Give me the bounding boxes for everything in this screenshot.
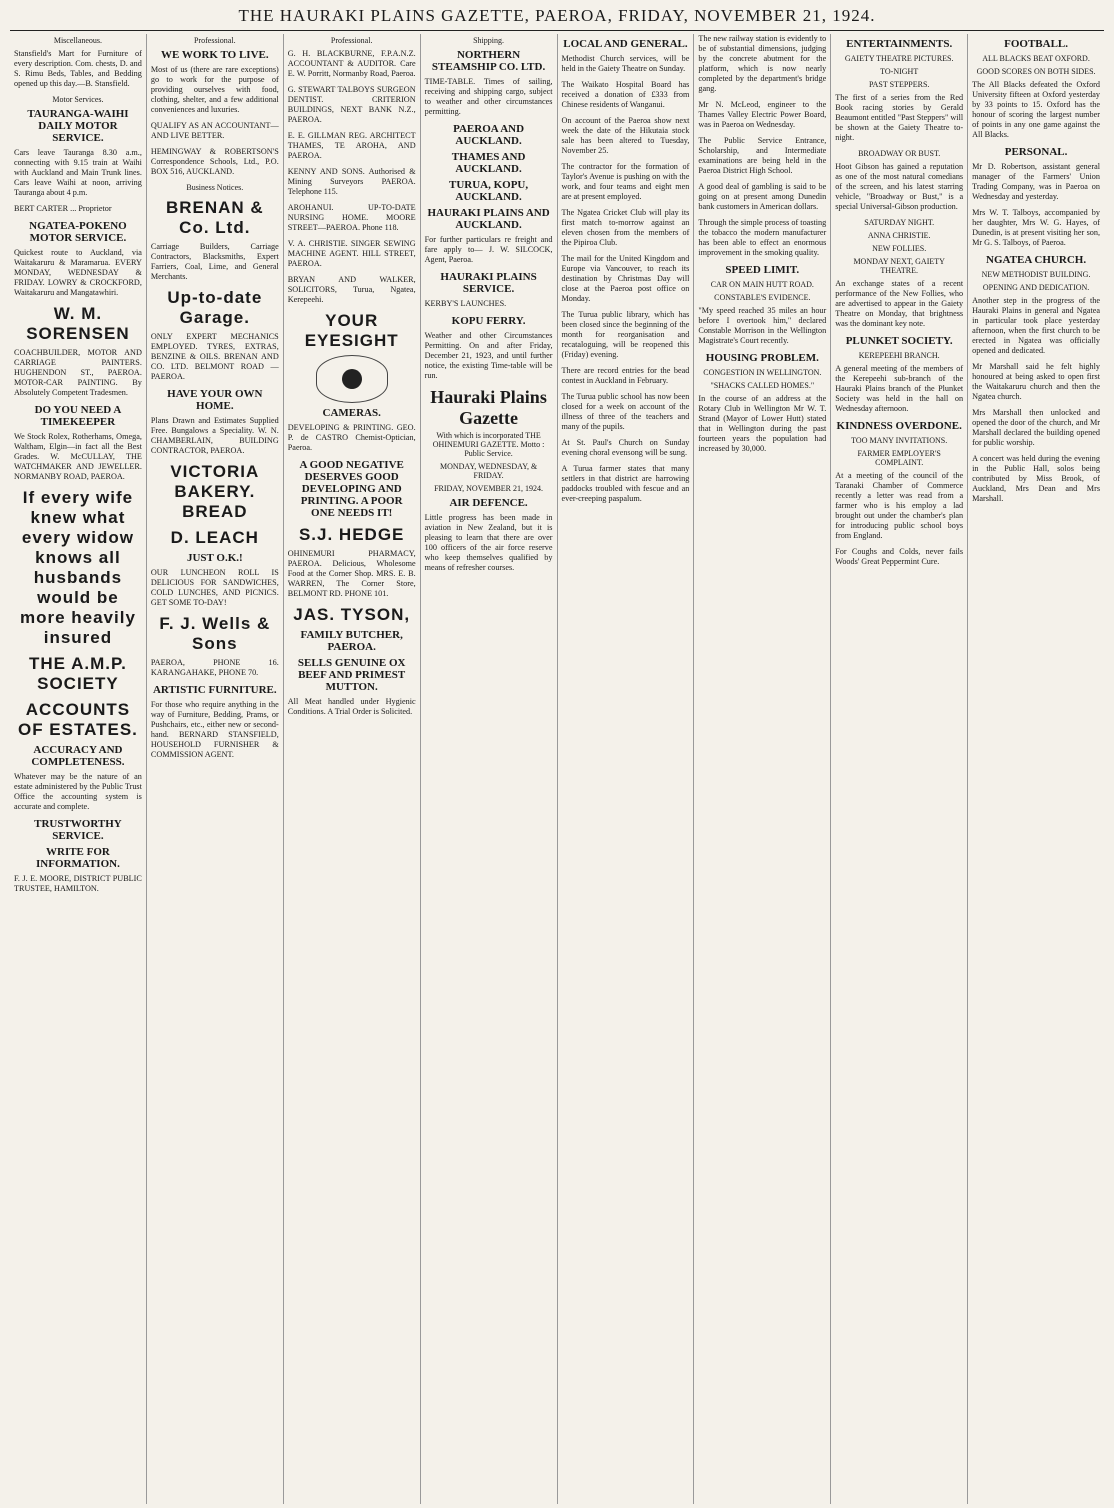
article-text: V. A. CHRISTIE. SINGER SEWING MACHINE AGENT. HILL STREET, PAEROA. <box>287 239 416 268</box>
column-8 <box>968 34 1104 1504</box>
heading: LOCAL AND GENERAL. <box>563 38 688 50</box>
article-text: A concert was held during the evening in the Public Hall, solos being contributed by Miss Brook, of Auckland, Mrs Dean and Mrs Marshall. <box>972 454 1100 503</box>
article-text: The mail for the United Kingdom and Europe via Vancouver, to reach its destination by Christmas Day will close at the Paeroa post office on Monday. <box>561 254 690 303</box>
heading: WE WORK TO LIVE. <box>161 49 269 61</box>
page-masthead: THE HAURAKI PLAINS GAZETTE, PAEROA, FRIDAY, NOVEMBER 21, 1924. <box>238 6 876 25</box>
heading: AIR DEFENCE. <box>449 497 528 509</box>
heading: NEW FOLLIES. <box>872 244 927 253</box>
article-text: QUALIFY AS AN ACCOUNTANT—AND LIVE BETTER. <box>150 121 279 140</box>
heading: THAMES AND AUCKLAND. <box>451 151 526 175</box>
heading: PLUNKET SOCIETY. <box>845 335 953 347</box>
heading: TOO MANY INVITATIONS. <box>851 436 948 445</box>
heading: KINDNESS OVERDONE. <box>836 420 962 432</box>
article-text: In the course of an address at the Rotary Club in Wellington Mr W. T. Strand (Mayor of Lower Hutt) stated that in Wellington during the past fourteen years the population had increased by 30,000. <box>698 394 827 453</box>
columns <box>10 34 1104 1504</box>
heading: Up-to-date Garage. <box>167 288 263 327</box>
article-text: KERBY'S LAUNCHES. <box>424 299 507 308</box>
article-text: The Public Service Entrance, Scholarship, and Intermediate examinations are being held in the Paeroa District High School. <box>698 136 827 175</box>
heading: FAMILY BUTCHER, PAEROA. <box>300 629 403 653</box>
article-text: ONLY EXPERT MECHANICS EMPLOYED. TYRES, EXTRAS, BENZINE & OILS. BRENAN AND CO. LTD. BELMONT ROAD — PAEROA. <box>150 332 279 381</box>
heading: NGATEA CHURCH. <box>986 254 1087 266</box>
column-5 <box>558 34 695 1504</box>
heading: ACCURACY AND COMPLETENESS. <box>31 744 125 768</box>
column-2 <box>147 34 284 1504</box>
article-text: The Waikato Hospital Board has received a donation of £333 from Chinese residents of Wanganui. <box>561 80 690 109</box>
heading: TO-NIGHT <box>880 67 919 76</box>
heading: JAS. TYSON, <box>293 605 411 624</box>
heading: CAR ON MAIN HUTT ROAD. <box>710 280 814 289</box>
article-text: OUR LUNCHEON ROLL IS DELICIOUS FOR SANDWICHES, COLD LUNCHES, AND PICNICS. GET SOME TO-DAY! <box>150 568 279 607</box>
heading: ALL BLACKS BEAT OXFORD. <box>982 54 1090 63</box>
article-text: A general meeting of the members of the Kerepeehi sub-branch of the Hauraki Plains branch of the Plunket Society was held in the hall on Wednesday afternoon. <box>835 364 964 413</box>
heading: ACCOUNTS OF ESTATES. <box>17 700 138 739</box>
article-text: The Turua public school has now been closed for a week on account of the illness of three of the teachers and many of the pupils. <box>561 392 690 431</box>
heading: PAEROA AND AUCKLAND. <box>453 123 525 147</box>
heading: A GOOD NEGATIVE DESERVES GOOD DEVELOPING AND PRINTING. A POOR ONE NEEDS IT! <box>299 459 404 519</box>
heading: NEW METHODIST BUILDING. <box>981 270 1091 279</box>
heading: TAURANGA-WAIHI DAILY MOTOR SERVICE. <box>27 108 129 144</box>
heading: CONGESTION IN WELLINGTON. <box>703 368 822 377</box>
heading: NORTHERN STEAMSHIP CO. LTD. <box>431 49 546 73</box>
article-text: The first of a series from the Red Book racing stories by Gerald Beaumont entitled "Past Steppers" will be shown at the Gaiety Theatre to-night. <box>835 93 964 142</box>
heading: OPENING AND DEDICATION. <box>982 283 1090 292</box>
heading: FOOTBALL. <box>1004 38 1068 50</box>
heading: KEREPEEHI BRANCH. <box>858 351 940 360</box>
heading: Business Notices. <box>186 183 244 192</box>
article-text: A good deal of gambling is said to be going on at present among Dunedin bank customers in American dollars. <box>698 182 827 211</box>
article-text: G. STEWART TALBOYS SURGEON DENTIST. CRITERION BUILDINGS, NEXT BANK N.Z., PAEROA. <box>287 85 416 124</box>
heading: Motor Services. <box>52 95 104 104</box>
article-text: The All Blacks defeated the Oxford University fifteen at Oxford yesterday by 33 points to 15. Oxford has the honour of scoring the largest number of points in any one game against the All Blacks. <box>972 80 1100 139</box>
heading: Shipping. <box>473 36 505 45</box>
heading: MONDAY NEXT, GAIETY THEATRE. <box>853 257 945 275</box>
heading: SATURDAY NIGHT. <box>864 218 935 227</box>
heading: CAMERAS. <box>322 407 381 419</box>
article-text: "My speed reached 35 miles an hour before I overtook him," declared Constable Morrison in the Wellington Magistrate's Court recently. <box>698 306 827 345</box>
article-text: Little progress has been made in aviation in New Zealand, but it is pleasing to learn that there are over 100 officers of the air force reserve who keep themselves qualified by means of refresher courses. <box>424 513 553 572</box>
article-text: For those who require anything in the way of Furniture, Bedding, Prams, or Pushchairs, etc., either new or second-hand. BERNARD STANSFIELD, HOUSEHOLD FURNISHER & COMMISSION AGENT. <box>150 700 279 759</box>
heading: D. LEACH <box>170 528 259 547</box>
column-1 <box>10 34 147 1504</box>
column-3 <box>284 34 421 1504</box>
article-text: DEVELOPING & PRINTING. GEO. P. de CASTRO Chemist-Optician, Paeroa. <box>287 423 416 452</box>
article-text: For Coughs and Colds, never fails Woods' Great Peppermint Cure. <box>835 547 964 566</box>
heading: ENTERTAINMENTS. <box>846 38 953 50</box>
heading: HAVE YOUR OWN HOME. <box>167 388 263 412</box>
heading: W. M. SORENSEN <box>26 304 130 343</box>
heading: KOPU FERRY. <box>451 315 526 327</box>
article-text: Another step in the progress of the Hauraki Plains in general and Ngatea in particular took place yesterday afternoon, when the first church to be erected in Ngatea was officially opened and dedicated. <box>972 296 1100 355</box>
article-text: TIME-TABLE. Times of sailing, receiving and shipping cargo, subject to weather and other circumstances permitting. <box>424 77 553 116</box>
article-text: BRYAN AND WALKER, SOLICITORS, Turua, Ngatea, Kerepeehi. <box>287 275 416 304</box>
heading: WRITE FOR INFORMATION. <box>36 846 120 870</box>
heading: DO YOU NEED A TIMEKEEPER <box>34 404 122 428</box>
heading: GAIETY THEATRE PICTURES. <box>844 54 954 63</box>
heading: FRIDAY, NOVEMBER 21, 1924. <box>434 484 544 493</box>
article-text: Cars leave Tauranga 8.30 a.m., connecting with 9.15 train at Waihi with Auckland and Main Trunk lines. Cars leave Waihi at noon, arriving Tauranga about 4 p.m. <box>14 148 142 197</box>
heading: HAURAKI PLAINS SERVICE. <box>440 271 537 295</box>
heading: TRUSTWORTHY SERVICE. <box>34 818 122 842</box>
article-text: Plans Drawn and Estimates Supplied Free. Bungalows a Speciality. W. N. CHAMBERLAIN, BUILDING CONTRACTOR, PAEROA. <box>150 416 279 455</box>
article-text: Stansfield's Mart for Furniture of every description. Com. chests, D. and S. Rimu Beds, Tables, and Bedding opened up this day.—B. Stansfield. <box>14 49 142 88</box>
article-text: Methodist Church services, will be held in the Gaiety Theatre on Sunday. <box>561 54 690 73</box>
heading: GOOD SCORES ON BOTH SIDES. <box>976 67 1096 76</box>
eye-illustration <box>316 355 388 403</box>
article-text: BERT CARTER ... Proprietor <box>14 204 112 213</box>
heading: PERSONAL. <box>1004 146 1068 158</box>
article-text: We Stock Rolex, Rotherhams, Omega, Waltham, Elgin—in fact all the Best Grades. W. McCULLAY, THE WATCHMAKER AND JEWELLER. NORMANBY ROAD, PAEROA. <box>14 432 142 481</box>
heading: Professional. <box>194 36 236 45</box>
heading: PAST STEPPERS. <box>868 80 930 89</box>
article-text: For further particulars re freight and fare apply to— J. W. SILCOCK, Agent, Paeroa. <box>424 235 553 264</box>
heading: If every wife knew what every widow knows all husbands would be more heavily insured <box>19 488 136 647</box>
heading: S.J. HEDGE <box>298 525 405 544</box>
heading: "SHACKS CALLED HOMES." <box>710 381 815 390</box>
article-text: Weather and other Circumstances Permitting. On and after Friday, December 21, 1923, and until further notice, the existing Time-table will be run. <box>424 331 553 380</box>
article-text: OHINEMURI PHARMACY, PAEROA. Delicious, Wholesome Food at the Corner Shop. MRS. E. B. WARREN, The Corner Store, BELMONT RD. PHONE 101. <box>287 549 416 598</box>
masthead-rule <box>10 30 1104 31</box>
article-text: Mr D. Robertson, assistant general manager of the Farmers' Union Trading Company, was in Paeroa on Wednesday and yesterday. <box>972 162 1100 201</box>
article-text: AROHANUI. UP-TO-DATE NURSING HOME. MOORE STREET—PAEROA. Phone 118. <box>287 203 416 232</box>
heading: MONDAY, WEDNESDAY, & FRIDAY. <box>439 462 538 480</box>
article-text: Mrs Marshall then unlocked and opened the door of the church, and Mr Marshall declared the building opened for public worship. <box>972 408 1100 447</box>
article-text: An exchange states of a recent performance of the New Follies, who are advertised to appear in the Gaiety Theatre on Monday, that brightness was the dominant key note. <box>835 279 964 328</box>
heading: BROADWAY OR BUST. <box>858 149 941 158</box>
article-text: G. H. BLACKBURNE, F.P.A.N.Z. ACCOUNTANT & AUDITOR. Care E. W. Porritt, Normanby Road, Paeroa. <box>287 49 416 78</box>
column-4 <box>421 34 558 1504</box>
heading: SPEED LIMIT. <box>725 264 800 276</box>
article-text: Mr Marshall said he felt highly honoured at being asked to open first the Waitakaruru church and then the Ngatea church. <box>972 362 1100 401</box>
gazette-masthead: Hauraki Plains Gazette <box>430 387 547 428</box>
article-text: Through the simple process of toasting the tobacco the modern manufacturer has been able to effect an enormous improvement in the smoking quality. <box>698 218 827 257</box>
article-text: Carriage Builders, Carriage Contractors, Blacksmiths, Expert Farriers, Coal, Lime, and General Merchants. <box>150 242 279 281</box>
article-text: On account of the Paeroa show next week the date of the Hikutaia stock sale has been altered to Tuesday, November 25. <box>561 116 690 155</box>
article-text: Mr N. McLeod, engineer to the Thames Valley Electric Power Board, was in Paeroa on Wednesday. <box>698 100 827 129</box>
article-text: Mrs W. T. Talboys, accompanied by her daughter, Mrs W. G. Hayes, of Dunedin, is at present visiting her son, Mr G. S. Talboys, of Paeroa. <box>972 208 1100 247</box>
heading: F. J. Wells & Sons <box>159 614 271 653</box>
heading: Miscellaneous. <box>53 36 103 45</box>
article-text: Hoot Gibson has gained a reputation as one of the most natural comedians of the screen, and his latest starring vehicle, "Broadway or Bust," is a special Universal-Gibson production. <box>835 162 964 211</box>
article-text: At a meeting of the council of the Taranaki Chamber of Commerce recently a letter was read from a farmer who is his employ a lad brought out under the chamber's plan for introducing public school boys from England. <box>835 471 964 540</box>
article-text: All Meat handled under Hygienic Conditions. A Trial Order is Solicited. <box>287 697 416 716</box>
article-text: At St. Paul's Church on Sunday evening choral evensong will be sung. <box>561 438 690 457</box>
heading: ANNA CHRISTIE. <box>867 231 931 240</box>
article-text: The contractor for the formation of Taylor's Avenue is pushing on with the work, and four teams and eight men are at present employed. <box>561 162 690 201</box>
column-6 <box>694 34 831 1504</box>
heading: SELLS GENUINE OX BEEF AND PRIMEST MUTTON. <box>297 657 406 693</box>
heading: Professional. <box>330 36 373 45</box>
article-text: F. J. E. MOORE, DISTRICT PUBLIC TRUSTEE, HAMILTON. <box>14 874 142 893</box>
heading: JUST O.K.! <box>186 552 243 564</box>
article-text: COACHBUILDER, MOTOR AND CARRIAGE PAINTERS. HUGHENDON ST., PAEROA. MOTOR-CAR PAINTING. By Absolutely Competent Tradesmen. <box>14 348 142 397</box>
heading: With which is incorporated THE OHINEMURI GAZETTE. Motto : Public Service. <box>432 431 545 458</box>
heading: NGATEA-POKENO MOTOR SERVICE. <box>29 220 127 244</box>
heading: BRENAN & Co. Ltd. <box>165 198 264 237</box>
column-7 <box>831 34 968 1504</box>
article-text: There are record entries for the bead contest in Auckland in February. <box>561 366 690 385</box>
heading: THE A.M.P. SOCIETY <box>29 654 127 693</box>
article-text: KENNY AND SONS. Authorised & Mining Surveyors PAEROA. Telephone 115. <box>287 167 416 196</box>
heading: FARMER EMPLOYER'S COMPLAINT. <box>857 449 941 467</box>
article-text: The Ngatea Cricket Club will play its first match to-morrow against an eleven chosen from the members of the Pipiroa Club. <box>561 208 690 247</box>
article-text: Quickest route to Auckland, via Waitakaruru & Maramarua. EVERY MONDAY, WEDNESDAY & FRIDAY. LOWRY & CROCKFORD, Waitakaruru and Mangatawhiri. <box>14 248 142 297</box>
article-text: E. E. GILLMAN REG. ARCHITECT THAMES, TE AROHA, AND PAEROA. <box>287 131 416 160</box>
heading: TURUA, KOPU, AUCKLAND. <box>448 179 529 203</box>
article-text: PAEROA, PHONE 16. KARANGAHAKE, PHONE 70. <box>150 658 279 677</box>
article-text: A Turua farmer states that many settlers in that district are harrowing paddocks troubled with fescue and an ever-creeping paspalum. <box>561 464 690 503</box>
heading: VICTORIA BAKERY. BREAD <box>170 462 260 521</box>
article-text: HEMINGWAY & ROBERTSON'S Correspondence Schools, Ltd., P.O. BOX 516, AUCKLAND. <box>150 147 279 176</box>
article-text: Whatever may be the nature of an estate administered by the Public Trust Office the accounting system is accurate and complete. <box>14 772 142 811</box>
heading: YOUR EYESIGHT <box>304 311 399 350</box>
article-text: Most of us (there are rare exceptions) go to work for the purpose of providing ourselves with food, clothing, shelter, and a few additional conveniences and luxuries. <box>150 65 279 114</box>
article-text: The Turua public library, which has been closed since the beginning of the month for reorganisation and recataloguing, will be reopened this (Friday) evening. <box>561 310 690 359</box>
heading: HOUSING PROBLEM. <box>705 352 819 364</box>
article-text: The new railway station is evidently to be of substantial dimensions, judging by the concrete abutment for the platform, which is now nearly completed by the department's bridge gang. <box>698 34 827 93</box>
heading: ARTISTIC FURNITURE. <box>152 684 277 696</box>
heading: CONSTABLE'S EVIDENCE. <box>714 293 811 302</box>
heading: HAURAKI PLAINS AND AUCKLAND. <box>427 207 550 231</box>
